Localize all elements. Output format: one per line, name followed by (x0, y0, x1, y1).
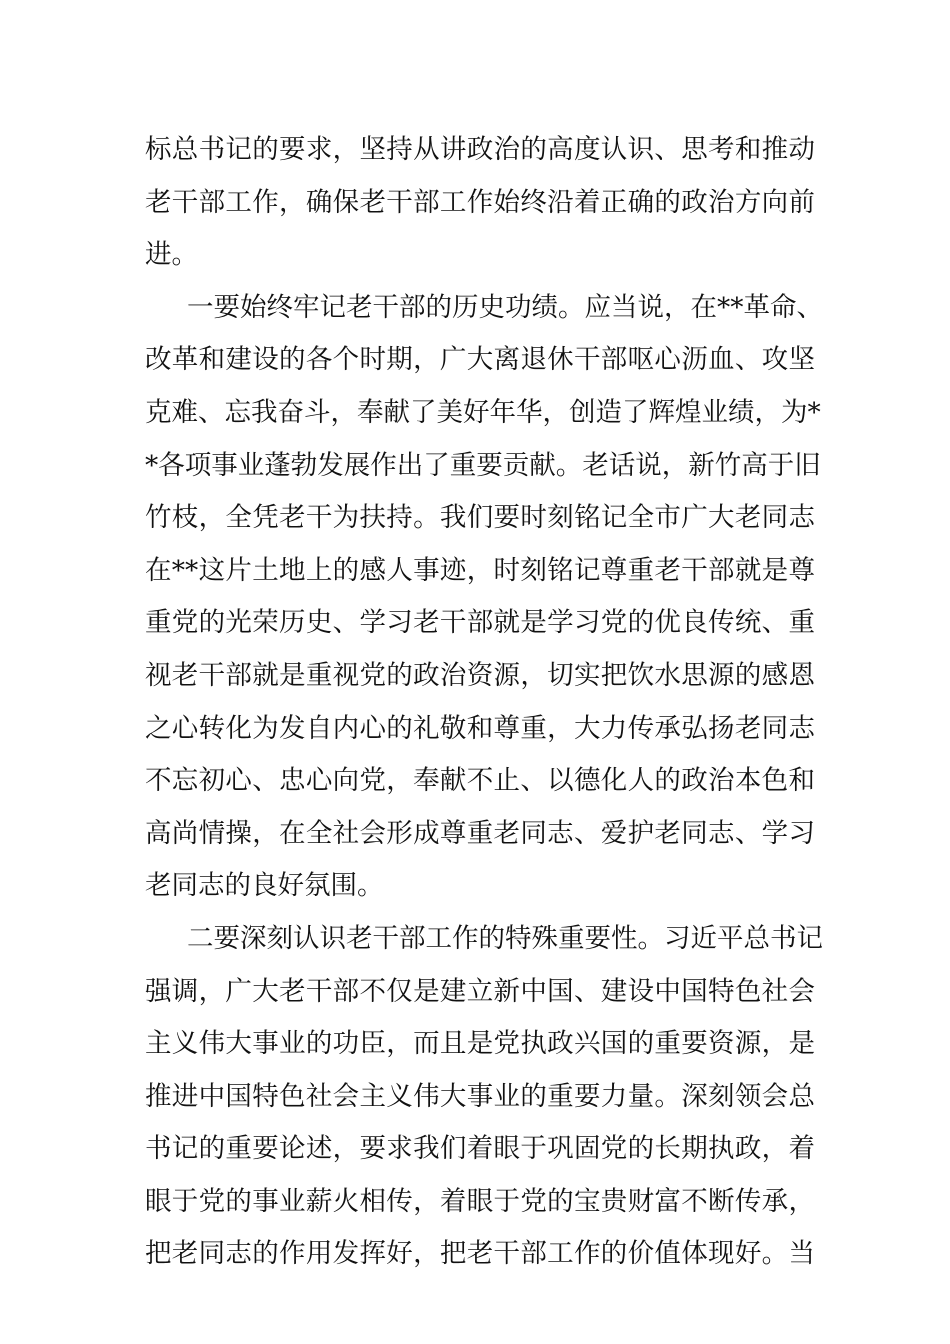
text-line: 把老同志的作用发挥好，把老干部工作的价值体现好。当 (145, 1238, 815, 1270)
text-line: 书记的重要论述，要求我们着眼于巩固党的长期执政，着 (145, 1133, 815, 1165)
text-line: 改革和建设的各个时期，广大离退休干部呕心沥血、攻坚 (145, 344, 815, 376)
text-line: 老同志的良好氛围。 (145, 870, 384, 902)
text-line: 重党的光荣历史、学习老干部就是学习党的优良传统、重 (145, 607, 815, 639)
text-line: 在**这片土地上的感人事迹，时刻铭记尊重老干部就是尊 (145, 554, 815, 586)
paragraph-start-line: 二要深刻认识老干部工作的特殊重要性。习近平总书记 (187, 922, 823, 954)
text-line: 高尚情操，在全社会形成尊重老同志、爱护老同志、学习 (145, 817, 815, 849)
text-line: *各项事业蓬勃发展作出了重要贡献。老话说，新竹高于旧 (145, 449, 821, 481)
text-line: 进。 (145, 239, 198, 271)
paragraph-start-line: 一要始终牢记老干部的历史功绩。应当说，在**革命、 (187, 291, 823, 323)
text-line: 克难、忘我奋斗，奉献了美好年华，创造了辉煌业绩，为* (145, 396, 821, 428)
text-line: 老干部工作，确保老干部工作始终沿着正确的政治方向前 (145, 186, 815, 218)
body-text (145, 124, 823, 1281)
text-line: 推进中国特色社会主义伟大事业的重要力量。深刻领会总 (145, 1080, 815, 1112)
text-line: 竹枝，全凭老干为扶持。我们要时刻铭记全市广大老同志 (145, 502, 815, 534)
text-line: 眼于党的事业薪火相传，着眼于党的宝贵财富不断传承， (145, 1185, 815, 1217)
text-line: 标总书记的要求，坚持从讲政治的高度认识、思考和推动 (145, 134, 815, 165)
text-line: 视老干部就是重视党的政治资源，切实把饮水思源的感恩 (145, 659, 815, 691)
text-line: 不忘初心、忠心向党，奉献不止、以德化人的政治本色和 (145, 765, 815, 797)
text-line: 强调，广大老干部不仅是建立新中国、建设中国特色社会 (145, 975, 815, 1007)
text-line: 主义伟大事业的功臣，而且是党执政兴国的重要资源，是 (145, 1028, 815, 1060)
text-line: 之心转化为发自内心的礼敬和尊重，大力传承弘扬老同志 (145, 712, 815, 744)
